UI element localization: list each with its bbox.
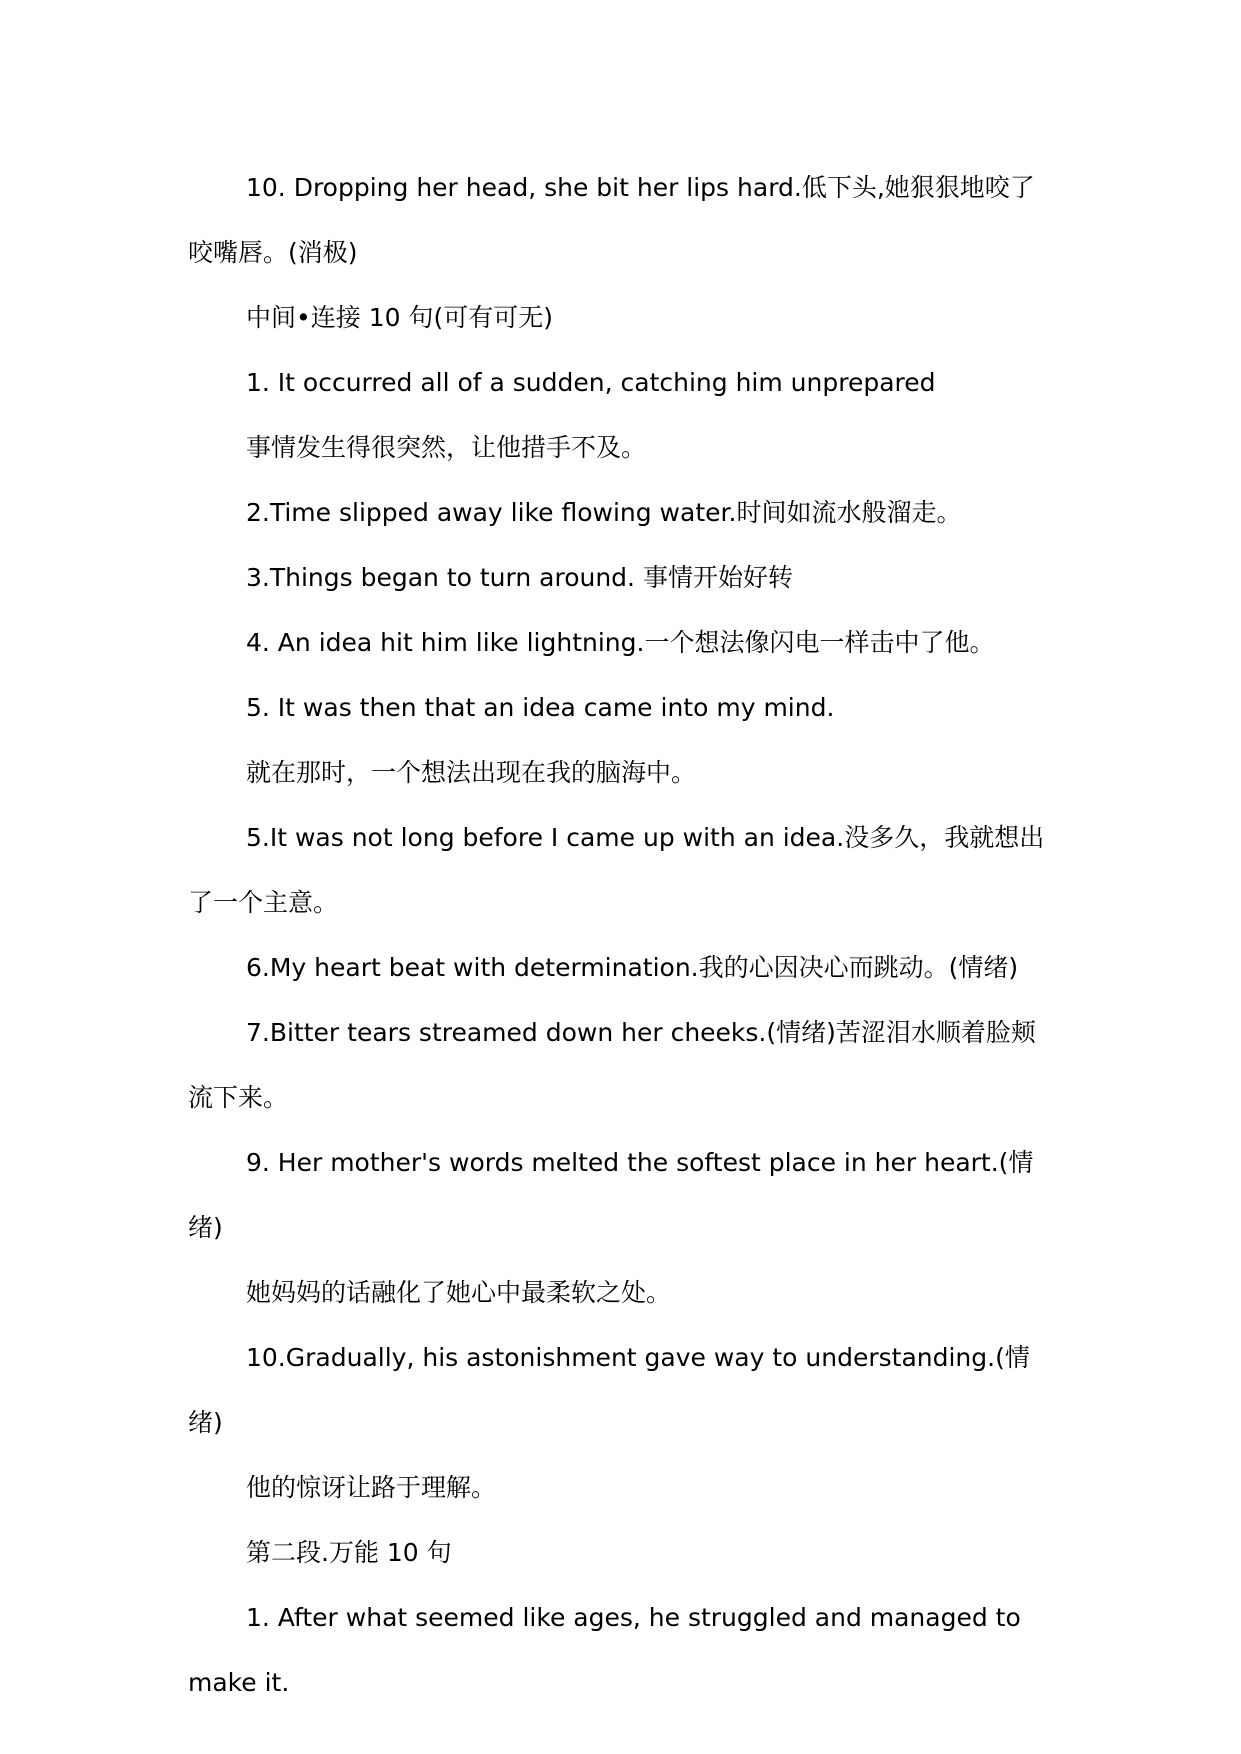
paragraph-3: 1. It occurred all of a sudden, catching him unprepared (246, 368, 936, 397)
paragraph-2-section-heading: 中间•连接 10 句(可有可无) (246, 303, 553, 332)
paragraph-13: 9. Her mother's words melted the softest place in her heart.(情绪) (188, 1148, 1034, 1242)
paragraph-5: 2.Time slipped away like flowing water.时间如流水般溜走。 (246, 498, 962, 527)
paragraph-11: 6.My heart beat with determination.我的心因决心而跳动。(情绪) (246, 953, 1019, 982)
paragraph-8: 5. It was then that an idea came into my mind. (246, 693, 835, 722)
document-body (188, 155, 1056, 1715)
paragraph-1: 10. Dropping her head, she bit her lips hard.低下头,她狠狠地咬了咬嘴唇。(消极) (188, 173, 1035, 267)
paragraph-10: 5.It was not long before I came up with an idea.没多久，我就想出了一个主意。 (188, 823, 1045, 917)
paragraph-4: 事情发生得很突然，让他措手不及。 (246, 433, 647, 462)
paragraph-6: 3.Things began to turn around. 事情开始好转 (246, 563, 793, 592)
paragraph-14: 她妈妈的话融化了她心中最柔软之处。 (246, 1278, 672, 1307)
paragraph-17-section-heading: 第二段.万能 10 句 (246, 1538, 452, 1567)
paragraph-16: 他的惊讶让路于理解。 (246, 1473, 497, 1502)
paragraph-12: 7.Bitter tears streamed down her cheeks.(情绪)苦涩泪水顺着脸颊流下来。 (188, 1018, 1036, 1112)
paragraph-15: 10.Gradually, his astonishment gave way to understanding.(情绪) (188, 1343, 1030, 1437)
paragraph-9: 就在那时，一个想法出现在我的脑海中。 (246, 758, 697, 787)
paragraph-7: 4. An idea hit him like lightning.一个想法像闪电一样击中了他。 (246, 628, 995, 657)
paragraph-18: 1. After what seemed like ages, he struggled and managed to make it. (188, 1603, 1021, 1697)
